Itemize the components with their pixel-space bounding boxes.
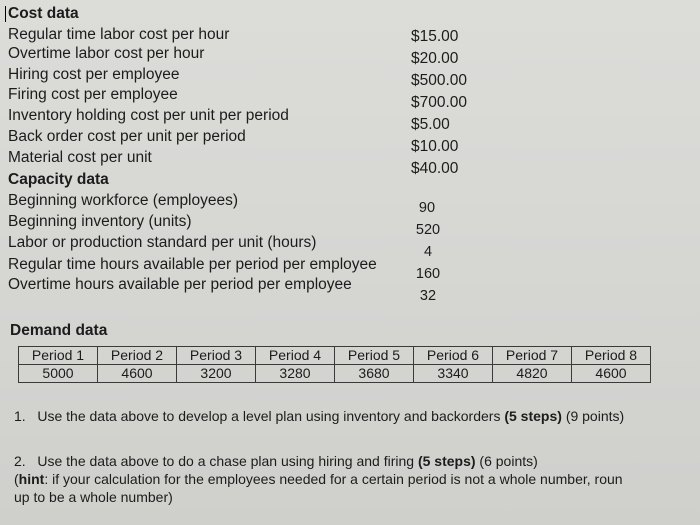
question-2-points: (6 points) [479, 453, 538, 469]
cost-label-material: Material cost per unit [8, 149, 152, 166]
cost-value-regular: $15.00 [411, 28, 459, 45]
period-header: Period 8 [572, 347, 651, 365]
question-1-text: Use the data above to develop a level plan using inventory and backorders [37, 408, 501, 424]
capacity-value-workforce: 90 [418, 200, 436, 216]
cost-value-overtime: $20.00 [411, 50, 459, 67]
question-2-number: 2. [14, 453, 26, 469]
demand-value: 4600 [572, 365, 651, 383]
cost-label-backorder: Back order cost per unit per period [8, 128, 246, 145]
text-cursor [5, 6, 6, 22]
cost-value-material: $40.00 [411, 160, 459, 177]
capacity-label-workforce: Beginning workforce (employees) [8, 192, 239, 209]
question-1-number: 1. [14, 408, 26, 424]
capacity-value-inventory: 520 [415, 222, 441, 238]
period-header: Period 2 [98, 347, 177, 365]
demand-data-heading: Demand data [10, 322, 108, 339]
capacity-label-standard: Labor or production standard per unit (hours) [8, 234, 317, 251]
cost-label-firing: Firing cost per employee [8, 86, 178, 103]
cost-label-inventory: Inventory holding cost per unit per period [8, 107, 289, 124]
demand-value: 3680 [335, 365, 414, 383]
demand-value: 3280 [256, 365, 335, 383]
demand-value: 3200 [177, 365, 256, 383]
cost-label-overtime: Overtime labor cost per hour [8, 45, 205, 62]
question-2-hint-text: : if your calculation for the employees needed for a certain period is not a whole number, roun [44, 471, 623, 487]
question-1 [14, 408, 624, 425]
demand-value: 4600 [98, 365, 177, 383]
question-2-hint-line-2: up to be a whole number) [14, 489, 173, 505]
capacity-value-overtime-hours: 32 [419, 288, 437, 304]
cost-value-hiring: $500.00 [411, 72, 468, 89]
demand-value: 3340 [414, 365, 493, 383]
cost-data-heading: Cost data [8, 5, 79, 22]
question-2-steps: (5 steps) [417, 453, 476, 469]
cost-value-backorder: $10.00 [411, 138, 459, 155]
capacity-value-regular-hours: 160 [415, 266, 441, 282]
capacity-label-regular-hours: Regular time hours available per period per employee [8, 256, 377, 273]
cost-value-inventory: $5.00 [411, 116, 450, 133]
capacity-data-heading: Capacity data [8, 171, 109, 188]
demand-table [18, 346, 651, 383]
cost-label-hiring: Hiring cost per employee [8, 66, 180, 83]
question-2 [14, 453, 538, 470]
demand-value: 4820 [493, 365, 572, 383]
capacity-label-inventory: Beginning inventory (units) [8, 213, 192, 230]
demand-period-row [19, 347, 651, 365]
question-2-text: Use the data above to do a chase plan using hiring and firing [37, 453, 415, 469]
cost-value-firing: $700.00 [411, 94, 468, 111]
period-header: Period 3 [177, 347, 256, 365]
period-header: Period 6 [414, 347, 493, 365]
demand-value-row [19, 365, 651, 383]
question-1-steps: (5 steps) [504, 408, 562, 424]
period-header: Period 5 [335, 347, 414, 365]
cost-label-regular: Regular time labor cost per hour [8, 26, 230, 43]
period-header: Period 4 [256, 347, 335, 365]
question-1-points: (9 points) [565, 408, 625, 424]
capacity-label-overtime-hours: Overtime hours available per period per employee [8, 276, 352, 293]
question-2-hint-line-1: (hint: if your calculation for the employees needed for a certain period is not a whole number, roun [14, 471, 623, 487]
demand-value: 5000 [19, 365, 98, 383]
period-header: Period 1 [19, 347, 98, 365]
period-header: Period 7 [493, 347, 572, 365]
question-2-hint-label: hint [18, 471, 45, 487]
capacity-value-standard: 4 [423, 244, 433, 260]
